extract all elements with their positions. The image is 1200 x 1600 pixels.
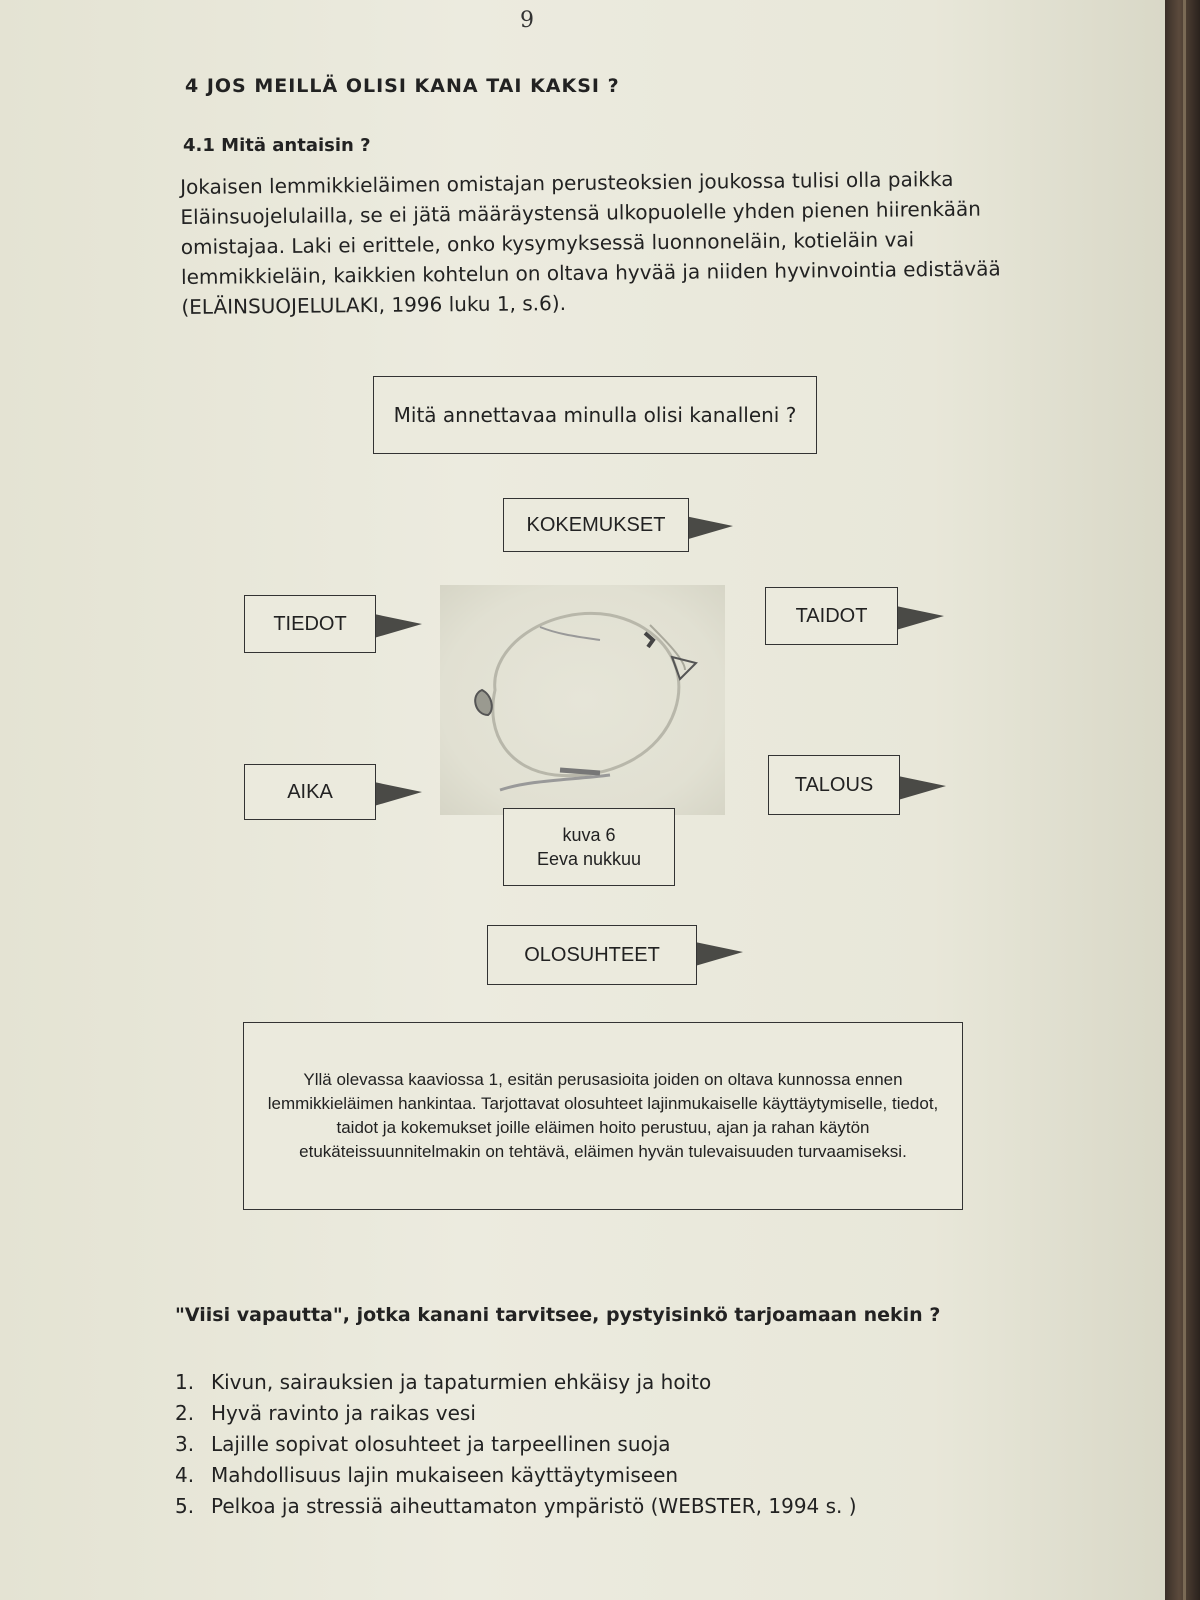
list-item: [175, 1460, 857, 1491]
list-item-number: 5.: [175, 1494, 195, 1518]
list-item: [175, 1398, 857, 1429]
subsection-heading: 4.1 Mitä antaisin ?: [183, 135, 371, 156]
label-box-aika: [244, 764, 376, 820]
book-spine-line: [1183, 0, 1186, 1600]
caption-line-1: kuva 6: [562, 825, 616, 845]
label-box-taidot: [765, 587, 898, 645]
page-number: 9: [520, 8, 534, 33]
list-item-number: 4.: [175, 1463, 195, 1487]
label-box-talous: [768, 755, 900, 815]
caption-line-2: Eeva nukkuu: [536, 849, 642, 869]
list-item-text: Lajille sopivat olosuhteet ja tarpeellinen suoja: [211, 1432, 671, 1456]
label-kokemukset: KOKEMUKSET: [526, 513, 666, 536]
summary-text: Yllä olevassa kaaviossa 1, esitän perusasioita joiden on oltava kunnossa ennen lemmikkieläimen hankintaa. Tarjottavat olosuhteet lajinmukaiselle käyttäytymiselle, tiedot, taidot ja kokemukset joille eläimen hoito perustuu, ajan ja rahan käytön etukäteissuunnitelmakin on tehtävä, eläimen hyvän tulevaisuuden turvaamiseksi.: [267, 1070, 939, 1161]
label-tiedot: TIEDOT: [273, 612, 347, 635]
diagram-question-box: [373, 376, 817, 454]
list-item: [175, 1491, 857, 1522]
freedoms-heading: "Viisi vapautta", jotka kanani tarvitsee, pystyisinkö tarjoamaan nekin ?: [175, 1304, 941, 1326]
list-item-text: Pelkoa ja stressiä aiheuttamaton ympäristö (WEBSTER, 1994 s. ): [211, 1494, 857, 1518]
chicken-sketch-photo: [440, 585, 725, 815]
list-item-number: 2.: [175, 1401, 195, 1425]
tiedot-shadow: [374, 614, 422, 638]
label-olosuhteet: OLOSUHTEET: [524, 943, 660, 966]
photo-caption-box: [503, 808, 675, 886]
intro-paragraph: Jokaisen lemmikkieläimen omistajan perusteoksien joukossa tulisi olla paikka Eläinsuojelulailla, se ei jätä määräystensä ulkopuolelle yhden pienen hiirenkään omistajaa. Laki ei erittele, onko kysymyksessä luonnoneläin, kotieläin vai lemmikkieläin, kaikkien kohtelun on oltava hyvää ja niiden hyvinvointia edistävää (ELÄINSUOJELULAKI, 1996 luku 1, s.6).: [180, 166, 1001, 319]
list-item-text: Kivun, sairauksien ja tapaturmien ehkäisy ja hoito: [211, 1370, 712, 1394]
list-item-number: 3.: [175, 1432, 195, 1456]
list-item-number: 1.: [175, 1370, 195, 1394]
label-box-tiedot: [244, 595, 376, 653]
label-box-olosuhteet: [487, 925, 697, 985]
diagram-question: Mitä annettavaa minulla olisi kanalleni ?: [393, 403, 797, 427]
list-item: [175, 1367, 857, 1398]
summary-box: [243, 1022, 963, 1210]
talous-shadow: [898, 776, 946, 800]
kokemukset-shadow: [685, 516, 733, 540]
list-item-text: Mahdollisuus lajin mukaiseen käyttäytymiseen: [211, 1463, 679, 1487]
olosuhteet-shadow: [695, 942, 743, 966]
label-taidot: TAIDOT: [795, 604, 868, 627]
section-heading: 4 JOS MEILLÄ OLISI KANA TAI KAKSI ?: [185, 75, 620, 97]
freedoms-list: [175, 1367, 857, 1522]
aika-shadow: [374, 782, 422, 806]
taidot-shadow: [896, 606, 944, 630]
list-item: [175, 1429, 857, 1460]
list-item-text: Hyvä ravinto ja raikas vesi: [211, 1401, 476, 1425]
label-talous: TALOUS: [794, 773, 874, 796]
label-aika: AIKA: [287, 780, 333, 803]
label-box-kokemukset: [503, 498, 689, 552]
chicken-sketch-icon: [440, 585, 725, 815]
